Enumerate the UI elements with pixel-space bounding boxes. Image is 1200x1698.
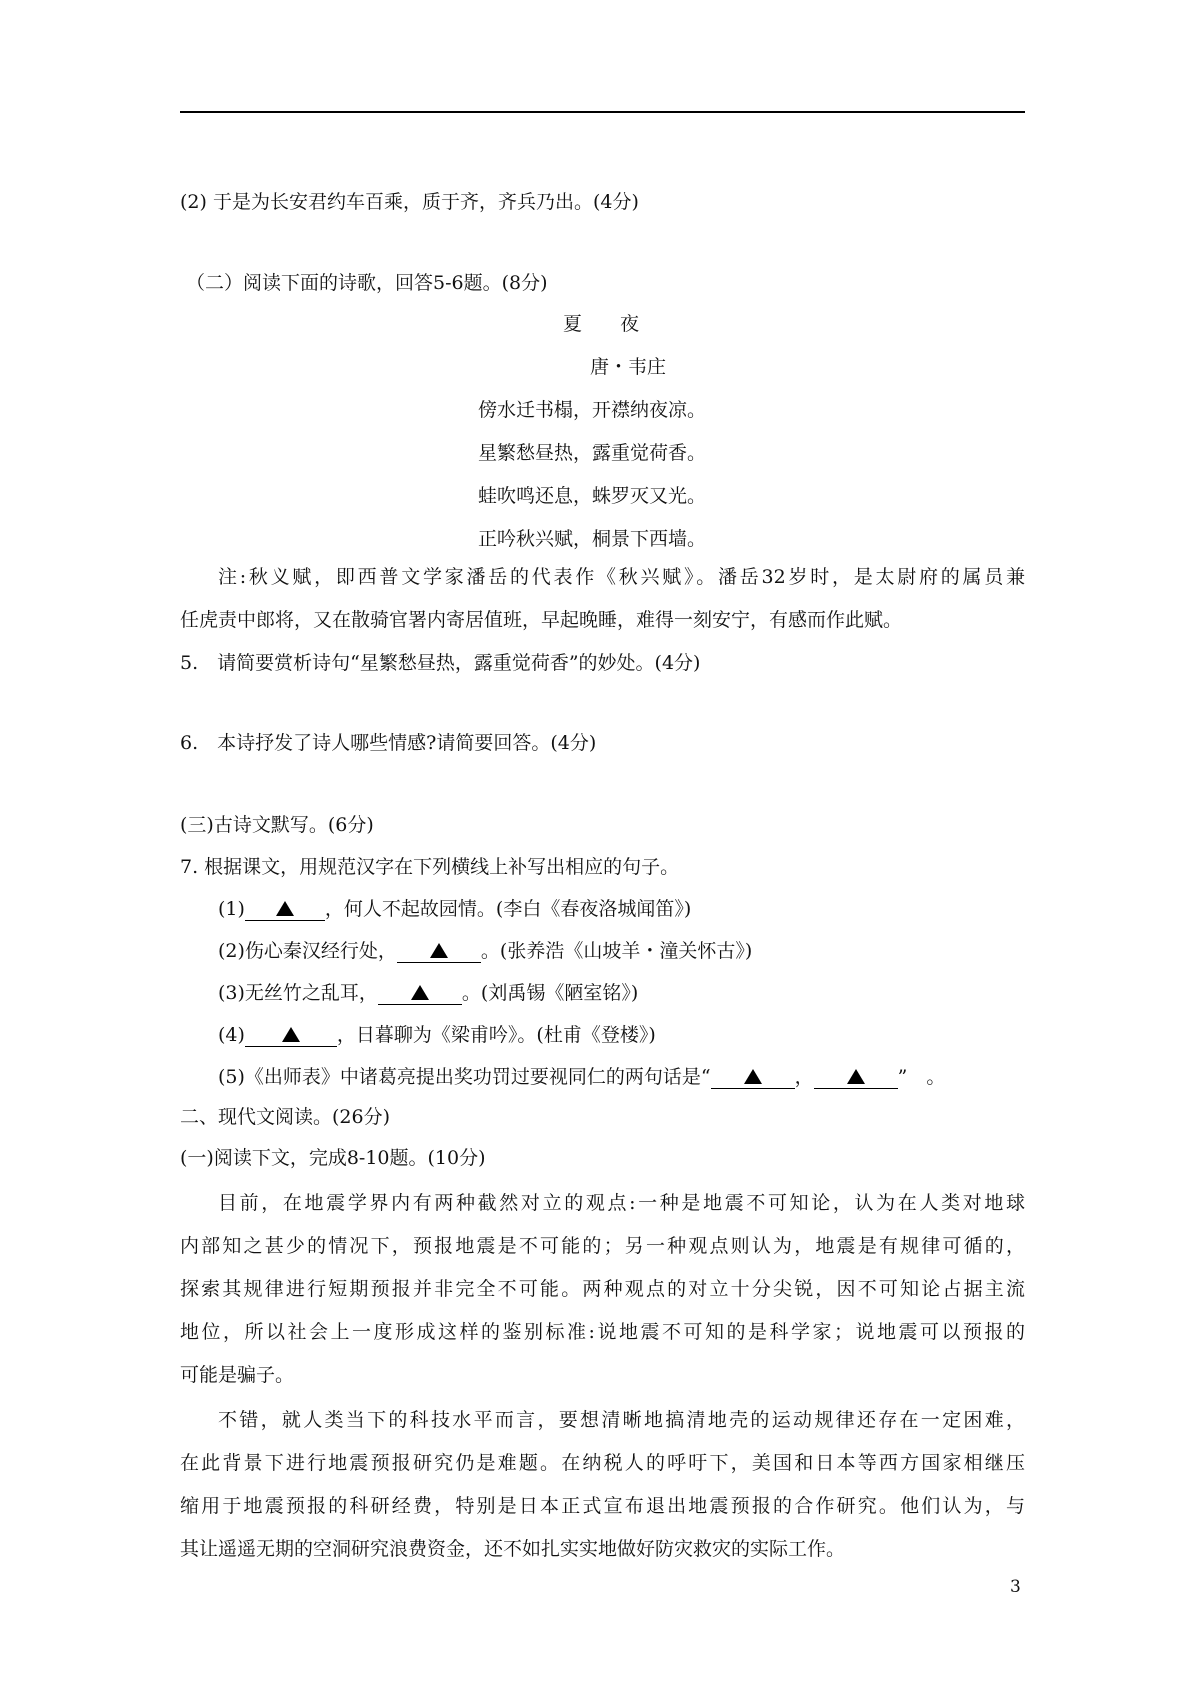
paragraph-1-line	[180, 1276, 1025, 1302]
paragraph-1-line	[180, 1190, 1025, 1216]
answer-blank[interactable]	[397, 940, 481, 963]
paragraph-1-line	[180, 1233, 1025, 1259]
answer-blank[interactable]	[378, 982, 462, 1005]
fill-2-prefix: (2)伤心秦汉经行处，	[218, 940, 397, 962]
paragraph-1-line	[180, 1319, 1025, 1345]
fill-4-suffix: ，日暮聊为《梁甫吟》。(杜甫《登楼》)	[336, 1024, 656, 1046]
fill-5-prefix: (5)《出师表》中诸葛亮提出奖功罚过要视同仁的两句话是“	[218, 1066, 711, 1088]
question-6: 6. 本诗抒发了诗人哪些情感?请简要回答。(4分)	[180, 732, 597, 754]
fill-1-prefix: (1)	[218, 898, 245, 920]
poem-line: 正吟秋兴赋，桐景下西墙。	[478, 528, 707, 550]
section-3-heading: (三)古诗文默写。(6分)	[180, 814, 374, 836]
para1-text: 目前，在地震学界内有两种截然对立的观点:一种是地震不可知论，认为在人类对地球	[218, 1192, 1025, 1214]
answer-blank[interactable]	[245, 898, 325, 921]
paragraph-2-line: 其让遥遥无期的空洞研究浪费资金，还不如扎实实地做好防灾救灾的实际工作。	[180, 1538, 846, 1560]
para2-text: 在此背景下进行地震预报研究仍是难题。在纳税人的呼吁下，美国和日本等西方国家相继压	[180, 1452, 1025, 1474]
fill-2-suffix: 。(张养浩《山坡羊・潼关怀古》)	[480, 940, 753, 962]
triangle-icon	[411, 985, 429, 1000]
part-2-subheading: (一)阅读下文，完成8-10题。(10分)	[180, 1147, 486, 1169]
fill-3-prefix: (3)无丝竹之乱耳，	[218, 982, 378, 1004]
header-rule	[180, 111, 1025, 113]
answer-blank[interactable]	[245, 1024, 337, 1047]
fill-item-1	[218, 896, 691, 922]
question-7: 7. 根据课文，用规范汉字在下列横线上补写出相应的句子。	[180, 856, 680, 878]
poem-line: 蛙吹鸣还息，蛛罗灭又光。	[478, 485, 707, 507]
para1-text: 探索其规律进行短期预报并非完全不可能。两种观点的对立十分尖锐，因不可知论占据主流	[180, 1278, 1025, 1300]
answer-blank[interactable]	[711, 1066, 795, 1089]
answer-blank[interactable]	[814, 1066, 898, 1089]
note-line: 注:秋义赋，即西普文学家潘岳的代表作《秋兴赋》。潘岳32岁时，是太尉府的属员兼	[218, 566, 1025, 588]
fill-4-prefix: (4)	[218, 1024, 245, 1046]
fill-3-suffix: 。(刘禹锡《陋室铭》)	[461, 982, 639, 1004]
question-4-2: (2) 于是为长安君约车百乘，质于齐，齐兵乃出。(4分)	[180, 191, 639, 213]
section-2-heading: （二）阅读下面的诗歌，回答5-6题。(8分)	[186, 272, 548, 294]
triangle-icon	[847, 1069, 865, 1084]
paragraph-1-line: 可能是骗子。	[180, 1364, 295, 1386]
note-line: 任虎责中郎将，又在散骑官署内寄居值班，早起晚睡，难得一刻安宁，有感而作此赋。	[180, 609, 903, 631]
part-2-heading: 二、现代文阅读。(26分)	[180, 1106, 391, 1128]
fill-5-suffix: ” 。	[897, 1066, 946, 1088]
paragraph-2-line	[180, 1493, 1025, 1519]
fill-item-4	[218, 1022, 656, 1048]
poem-line: 傍水迁书榻，开襟纳夜凉。	[478, 399, 707, 421]
paragraph-2-line	[180, 1450, 1025, 1476]
triangle-icon	[744, 1069, 762, 1084]
triangle-icon	[430, 943, 448, 958]
poem-author: 唐・韦庄	[590, 356, 667, 378]
triangle-icon	[276, 901, 294, 916]
para1-text: 内部知之甚少的情况下，预报地震是不可能的；另一种观点则认为，地震是有规律可循的，	[180, 1235, 1025, 1257]
para2-text: 缩用于地震预报的科研经费，特别是日本正式宣布退出地震预报的合作研究。他们认为，与	[180, 1495, 1025, 1517]
fill-item-2	[218, 938, 752, 964]
paragraph-2-line	[180, 1407, 1025, 1433]
fill-item-5	[218, 1064, 945, 1090]
fill-item-3	[218, 980, 638, 1006]
fill-5-mid: ，	[794, 1066, 814, 1088]
poem-title: 夏 夜	[563, 313, 640, 335]
fill-1-suffix: ，何人不起故园情。(李白《春夜洛城闻笛》)	[324, 898, 692, 920]
poem-note	[180, 564, 1025, 590]
para2-text: 不错，就人类当下的科技水平而言，要想清晰地搞清地壳的运动规律还存在一定困难，	[218, 1409, 1025, 1431]
page-number: 3	[1010, 1577, 1021, 1597]
triangle-icon	[282, 1027, 300, 1042]
question-5: 5. 请简要赏析诗句“星繁愁昼热，露重觉荷香”的妙处。(4分)	[180, 652, 701, 674]
para1-text: 地位，所以社会上一度形成这样的鉴别标准:说地震不可知的是科学家；说地震可以预报的	[180, 1321, 1025, 1343]
poem-line: 星繁愁昼热，露重觉荷香。	[478, 442, 707, 464]
